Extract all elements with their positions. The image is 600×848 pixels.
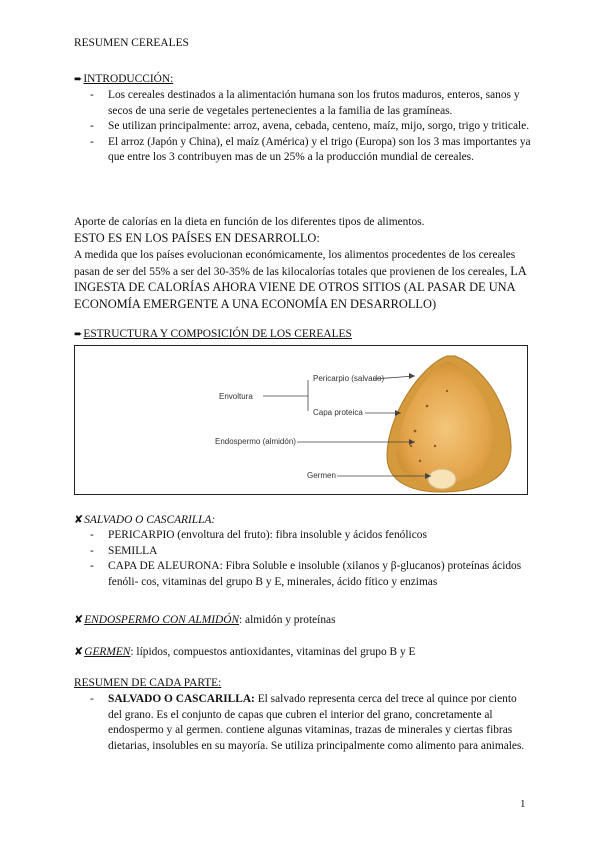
economy-paragraph [74, 248, 532, 313]
resumen-list [74, 692, 532, 754]
endospermo-text: : almidón y proteínas [239, 614, 336, 626]
cross-icon: ✘ [74, 513, 84, 526]
list-item: - Los cereales destinados a la alimentación humana son los frutos maduros, enteros, sanos y secos de una serie de vegetales pertenecientes a la familia de las gramíneas. [74, 88, 532, 119]
economy-paragraph-b: LA INGESTA DE CALORÍAS AHORA VIENE DE OTROS SITIOS (AL PASAR DE UNA ECONOMÍA EMERGENTE A UNA ECONOMÍA EN DESARROLLO) [74, 263, 527, 311]
list-item: - PERICARPIO (envoltura del fruto): fibra insoluble y ácidos fenólicos [74, 528, 532, 544]
list-item: - CAPA DE ALEURONA: Fibra Soluble e insoluble (xilanos y β-glucanos) proteínas ácidos fenóli- cos, vitaminas del grupo B y E, minerales, ácido fítico y enzimas [74, 559, 532, 590]
list-item: - El arroz (Japón y China), el maíz (América) y el trigo (Europa) son los 3 mas importantes ya que entre los 3 contribuyen mas de un 25% a la producción mundial de cereales. [74, 135, 532, 166]
aporte-line: Aporte de calorías en la dieta en función de los diferentes tipos de alimentos. [74, 216, 425, 228]
estructura-heading [74, 327, 532, 343]
page-number: 1 [520, 798, 526, 810]
label-capa-proteica: Capa proteica [313, 408, 363, 417]
economy-paragraph-a: A medida que los países evolucionan económicamente, los alimentos procedentes de los cereales pasan de ser del 55% a ser del 30-35% de las kilocalorías totales que provienen de los cereales, [74, 249, 516, 278]
germen-heading: GERMEN [84, 646, 131, 658]
arrow-icon: ➨ [74, 74, 83, 85]
document-title: RESUMEN CEREALES [74, 37, 189, 49]
label-envoltura: Envoltura [219, 392, 253, 401]
cross-icon: ✘ [74, 645, 84, 658]
salvado-heading-text: SALVADO O CASCARILLA: [84, 514, 216, 526]
intro-heading-text: INTRODUCCIÓN: [83, 73, 174, 85]
resumen-heading [74, 676, 532, 692]
grain-germ [428, 469, 456, 489]
arrow-icon: ➨ [74, 329, 83, 340]
list-item: - Se utilizan principalmente: arroz, avena, cebada, centeno, maíz, mijo, sorgo, trigo y triticale. [74, 119, 532, 135]
list-item: - SEMILLA [74, 544, 532, 560]
salvado-list [74, 528, 532, 590]
resumen-item-text: El salvado representa cerca del trece al quince por ciento del grano. Es el conjunto de capas que cubren el interior del grano, concretamente al endospermo y al germen. contiene algunas vitaminas, trazas de minerales y ciertas fibras dietarias, insolubles en su mayoría. Se utiliza principalmente como alimento para animales. [108, 693, 525, 752]
grain-structure-figure [74, 345, 528, 495]
label-endospermo: Endospermo (almidón) [215, 437, 296, 446]
cross-icon: ✘ [74, 613, 84, 626]
resumen-item-label: SALVADO O CASCARILLA: [108, 693, 255, 705]
endospermo-heading: ENDOSPERMO CON ALMIDÓN [84, 614, 240, 626]
germen-line [74, 644, 532, 661]
paises-line: ESTO ES EN LOS PAÍSES EN DESARROLLO: [74, 231, 320, 245]
endospermo-line [74, 612, 532, 629]
list-item [74, 692, 532, 754]
grain-diagram [75, 346, 527, 494]
intro-list [74, 88, 532, 166]
germen-text: : lípidos, compuestos antioxidantes, vitaminas del grupo B y E [130, 646, 416, 658]
label-pericarpio: Pericarpio (salvado) [313, 374, 385, 383]
label-germen: Germen [307, 471, 336, 480]
intro-heading [74, 72, 532, 88]
resumen-heading-text: RESUMEN DE CADA PARTE: [74, 677, 222, 689]
salvado-heading [74, 512, 532, 529]
estructura-heading-text: ESTRUCTURA Y COMPOSICIÓN DE LOS CEREALES [83, 328, 352, 340]
